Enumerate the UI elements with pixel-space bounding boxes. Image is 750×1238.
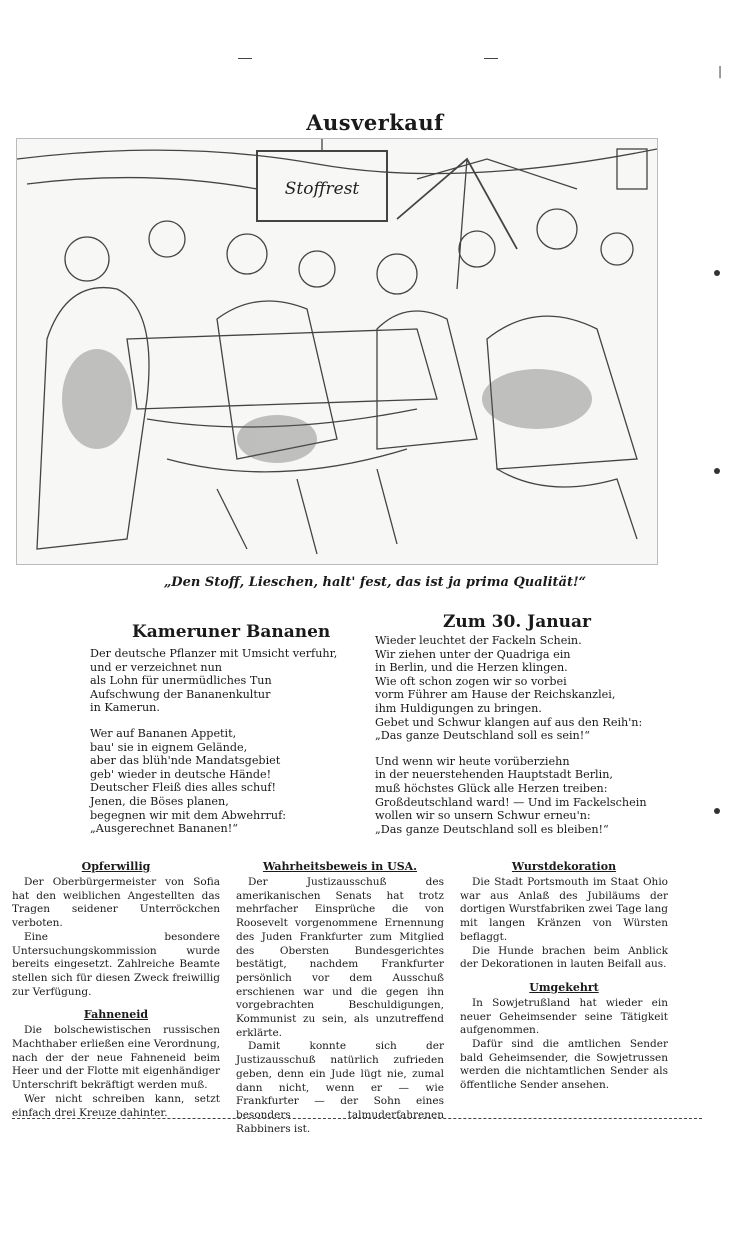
section-heading: Wurstdekoration — [511, 860, 617, 873]
poem-line: Der deutsche Pflanzer mit Umsicht verfuhr, — [90, 647, 338, 660]
poem-line: als Lohn für unermüdliches Tun — [90, 674, 272, 688]
section-paragraph: In Sowjetrußland hat wieder ein neuer Geheimsender seine Tätigkeit aufgenommen. — [460, 996, 668, 1037]
margin-dot — [714, 808, 720, 814]
poem-left-title: Kameruner Bananen — [132, 622, 331, 642]
section-paragraph: Die Hunde brachen beim Anblick der Dekorationen in lauten Beifall aus. — [460, 944, 668, 971]
poem-line: Wer auf Bananen Appetit, — [90, 726, 237, 740]
poem-line: aber das blüh'nde Mandatsgebiet — [90, 754, 281, 768]
poem-line: begegnen wir mit dem Abwehrruf: — [90, 808, 287, 822]
section-heading: Wahrheitsbeweis in USA. — [262, 860, 418, 873]
bottom-rule — [12, 1118, 702, 1119]
cartoon-illustration — [16, 138, 658, 565]
section-paragraph: Eine besondere Untersuchungskommission wurde bereits eingesetzt. Zahlreiche Beamte stellen sich für diesen Zweck freiwillig zur Verfügung. — [12, 930, 220, 998]
margin-dot — [714, 468, 720, 474]
poem-line: in Berlin, und die Herzen klingen. — [375, 661, 568, 675]
poem-right-body — [375, 634, 675, 836]
section-paragraph: Der Justizausschuß des amerikanischen Senats hat trotz mehrfacher Einsprüche die von Roosevelt vorgenommene Ernennung des Juden Frankfurter zum Mitglied des Obersten Bundesgerichtes bestätigt, nachdem Frankfurter persönlich vor dem Ausschuß erschienen war und die gegen ihn vorgebrachten Beschuldigungen, Kommunist zu sein, als unzutreffend erklärte. — [236, 876, 444, 1039]
poem-line: „Ausgerechnet Bananen!“ — [90, 822, 238, 836]
section-paragraph: Der Oberbürgermeister von Sofia hat den weiblichen Angestellten das Tragen seidener Unterröckchen verboten. — [12, 876, 220, 930]
poem-line: und er verzeichnet nun — [90, 660, 222, 674]
section-paragraph: Damit konnte sich der Justizausschuß natürlich zufrieden geben, denn ein Jude lügt nie, zumal dann nicht, wenn er — wie Frankfurter — der Sohn eines besonders talmuderfahrenen Rabbiners ist. — [236, 1040, 444, 1135]
section-paragraph: Dafür sind die amtlichen Sender bald Geheimsender, die Sowjetrussen werden die nichtamtlichen Sender als öffentliche Sender ansehen. — [460, 1038, 668, 1092]
poem-line: Deutscher Fleiß dies alles schuf! — [90, 781, 277, 795]
poem-line: „Das ganze Deutschland soll es bleiben!“ — [375, 822, 609, 836]
section-heading: Opferwillig — [81, 860, 151, 873]
poem-line: vorm Führer am Hause der Reichskanzlei, — [375, 688, 616, 702]
poem-left — [90, 622, 360, 836]
section-heading: Fahneneid — [83, 1008, 149, 1022]
poem-line: Aufschwung der Bananenkultur — [90, 687, 271, 701]
section-paragraph: Wer nicht schreiben kann, setzt einfach drei Kreuze dahinter. — [12, 1092, 220, 1119]
news-column-1 — [12, 860, 220, 1120]
poem-line: Jenen, die Böses planen, — [90, 794, 229, 808]
poem-left-body — [90, 647, 360, 836]
top-mark — [238, 58, 252, 59]
poem-line: Wir ziehen unter der Quadriga ein — [375, 647, 571, 661]
margin-dot — [714, 270, 720, 276]
news-column-2 — [236, 860, 444, 1136]
top-mark — [484, 58, 498, 59]
poem-right — [375, 612, 675, 836]
poem-line: in der neuerstehenden Hauptstadt Berlin, — [375, 768, 613, 782]
news-column-3 — [460, 860, 668, 1093]
cartoon-caption: „Den Stoff, Lieschen, halt' fest, das ist ja prima Qualität!“ — [163, 575, 587, 590]
section-paragraph: Die Stadt Portsmouth im Staat Ohio war aus Anlaß des Jubiläums der dortigen Wurstfabriken zwei Tage lang mit langen Kränzen von Würsten beflaggt. — [460, 876, 668, 943]
poem-right-title: Zum 30. Januar — [443, 612, 591, 632]
poem-line: wollen wir so unsern Schwur erneu'n: — [375, 809, 591, 823]
poem-line: in Kamerun. — [90, 701, 160, 715]
poem-line: Und wenn wir heute vorüberziehn — [375, 754, 570, 768]
section-paragraph: Die bolschewistischen russischen Machthaber erließen eine Verordnung, nach der der neue Fahneneid beim Heer und der Flotte mit eigenhändiger Unterschrift bekräftigt werden muß. — [12, 1024, 220, 1092]
poem-line: Wie oft schon zogen wir so vorbei — [375, 674, 567, 688]
cartoon-title: Ausverkauf — [306, 110, 444, 135]
poem-line: bau' sie in eignem Gelände, — [90, 740, 248, 754]
shop-sign-text: Stoffrest — [284, 179, 360, 199]
poem-line: ihm Huldigungen zu bringen. — [375, 701, 542, 715]
poem-line: Gebet und Schwur klangen auf aus den Reih'n: — [375, 715, 643, 729]
poem-line: Wieder leuchtet der Fackeln Schein. — [375, 634, 582, 647]
poem-line: muß höchstes Glück alle Herzen treiben: — [375, 781, 608, 795]
cartoon-drawing — [17, 139, 657, 564]
poem-line: Großdeutschland ward! — Und im Fackelschein — [375, 795, 647, 809]
section-heading: Umgekehrt — [529, 980, 599, 994]
poem-line: geb' wieder in deutsche Hände! — [90, 767, 272, 781]
margin-mark: | — [718, 64, 723, 78]
poem-line: „Das ganze Deutschland soll es sein!“ — [375, 729, 590, 743]
